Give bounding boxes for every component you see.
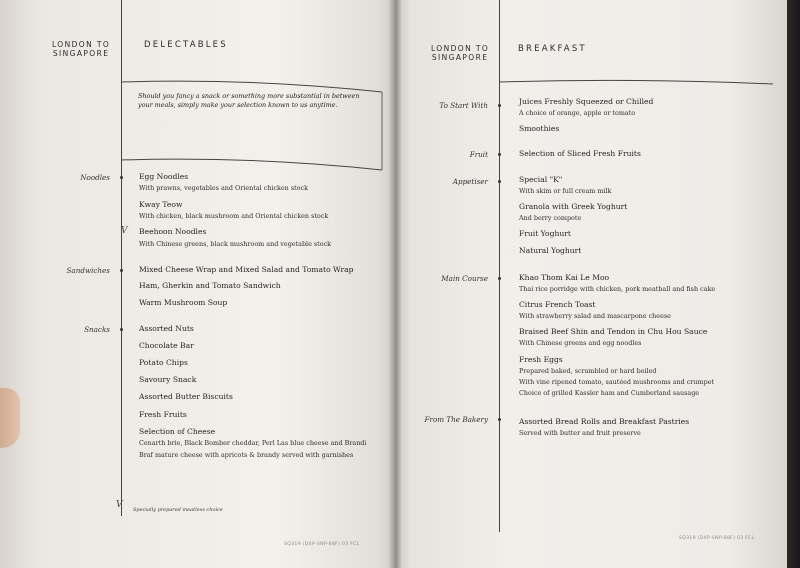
intro-text: Should you fancy a snack or something more substantial in between your meals, simply make your selection known to us anytime. — [138, 92, 360, 109]
menu-item-name: Assorted Nuts — [139, 324, 194, 333]
menu-item-desc: With Chinese greens and egg noodles — [519, 339, 642, 347]
category-fruit: Fruit — [469, 150, 488, 159]
menu-item-desc: Prepared baked, scrambled or hard boiled — [519, 367, 657, 375]
menu-item-name: Chocolate Bar — [139, 341, 194, 350]
menu-item-desc: And berry compote — [519, 214, 582, 222]
menu-item-name: Assorted Bread Rolls and Breakfast Pastries — [519, 417, 690, 426]
category-dot — [120, 328, 123, 331]
booklet-spine — [388, 0, 402, 568]
menu-item-desc: With strawberry salad and mascarpone cheese — [519, 312, 671, 320]
category-main-course: Main Course — [441, 274, 488, 283]
category-from-the-bakery: From The Bakery — [424, 415, 488, 424]
menu-item-name: Selection of Cheese — [139, 427, 216, 436]
menu-item-name: Juices Freshly Squeezed or Chilled — [519, 97, 654, 106]
menu-item-name: Fresh Eggs — [519, 355, 563, 364]
menu-item-name: Granola with Greek Yoghurt — [519, 202, 628, 211]
page-title: BREAKFAST — [518, 44, 587, 54]
menu-item-name: Special "K" — [519, 175, 563, 184]
vegetarian-mark-icon: V — [121, 226, 128, 236]
menu-item-name: Ham, Gherkin and Tomato Sandwich — [139, 281, 281, 290]
menu-item-name: Potato Chips — [139, 358, 188, 367]
menu-item-desc: Choice of grilled Kassler ham and Cumberland sausage — [519, 389, 700, 397]
category-dot — [498, 153, 501, 156]
menu-code: SQ319 (DXP-SNP-88F) 03 FCL — [284, 542, 360, 547]
route-line-1: LONDON TO — [52, 40, 111, 49]
menu-item-desc: With vine ripened tomato, sautéed mushrooms and crumpet — [519, 378, 715, 386]
menu-item-desc: With Chinese greens, black mushroom and vegetable stock — [139, 240, 332, 248]
menu-item-desc: A choice of orange, apple or tomato — [519, 109, 636, 117]
menu-item-desc: With chicken, black mushroom and Oriental chicken stock — [139, 212, 329, 220]
menu-item-desc: Thai rice porridge with chicken, pork meatball and fish cake — [519, 285, 716, 293]
table-background — [787, 0, 800, 568]
route-line-2: SINGAPORE — [52, 49, 110, 58]
category-dot — [120, 176, 123, 179]
category-to-start-with: To Start With — [439, 101, 488, 110]
menu-item-name: Fruit Yoghurt — [519, 229, 571, 238]
menu-item-name: Khao Thom Kai Le Moo — [519, 273, 610, 282]
category-dot — [498, 418, 501, 421]
menu-item-name: Warm Mushroom Soup — [139, 298, 228, 307]
menu-item-name: Selection of Sliced Fresh Fruits — [519, 149, 641, 158]
menu-item-name: Beehoon Noodles — [139, 227, 207, 236]
page-title: DELECTABLES — [144, 40, 228, 50]
header-curve — [395, 0, 787, 568]
menu-item-name: Natural Yoghurt — [519, 246, 582, 255]
menu-item-name: Smoothies — [519, 124, 560, 133]
category-dot — [498, 104, 501, 107]
route-line-2: SINGAPORE — [431, 53, 489, 62]
holding-thumb — [0, 388, 20, 448]
category-dot — [498, 277, 501, 280]
menu-code: SQ319 (DXP-SNP-88F) 03 FCL — [679, 536, 755, 541]
menu-item-name: Savoury Snack — [139, 375, 197, 384]
menu-item-name: Assorted Butter Biscuits — [139, 392, 233, 401]
left-page — [0, 0, 395, 568]
menu-item-name: Citrus French Toast — [519, 300, 596, 309]
vegetarian-mark-icon: V — [116, 500, 123, 510]
menu-item-desc: With prawns, vegetables and Oriental chicken stock — [139, 184, 308, 192]
category-dot — [120, 269, 123, 272]
footnote: Specially prepared meatless choice — [133, 507, 223, 513]
menu-item-desc: Braf mature cheese with apricots & brandy served with garnishes — [139, 451, 354, 459]
category-dot — [498, 180, 501, 183]
category-snacks: Snacks — [84, 325, 110, 334]
menu-item-desc: With skim or full cream milk — [519, 187, 612, 195]
category-noodles: Noodles — [80, 173, 110, 182]
menu-item-desc: Cenarth brie, Black Bomber cheddar, Perl Las blue cheese and Brandi — [139, 439, 367, 447]
menu-item-name: Braised Beef Shin and Tendon in Chu Hou Sauce — [519, 327, 708, 336]
menu-item-name: Fresh Fruits — [139, 410, 187, 419]
menu-item-desc: Served with butter and fruit preserve — [519, 429, 641, 437]
category-sandwiches: Sandwiches — [66, 266, 110, 275]
route-line-1: LONDON TO — [431, 44, 490, 53]
menu-item-name: Egg Noodles — [139, 172, 189, 181]
menu-item-name: Kway Teow — [139, 200, 183, 209]
right-page — [395, 0, 787, 568]
menu-item-name: Mixed Cheese Wrap and Mixed Salad and Tomato Wrap — [139, 265, 354, 274]
category-appetiser: Appetiser — [452, 177, 488, 186]
